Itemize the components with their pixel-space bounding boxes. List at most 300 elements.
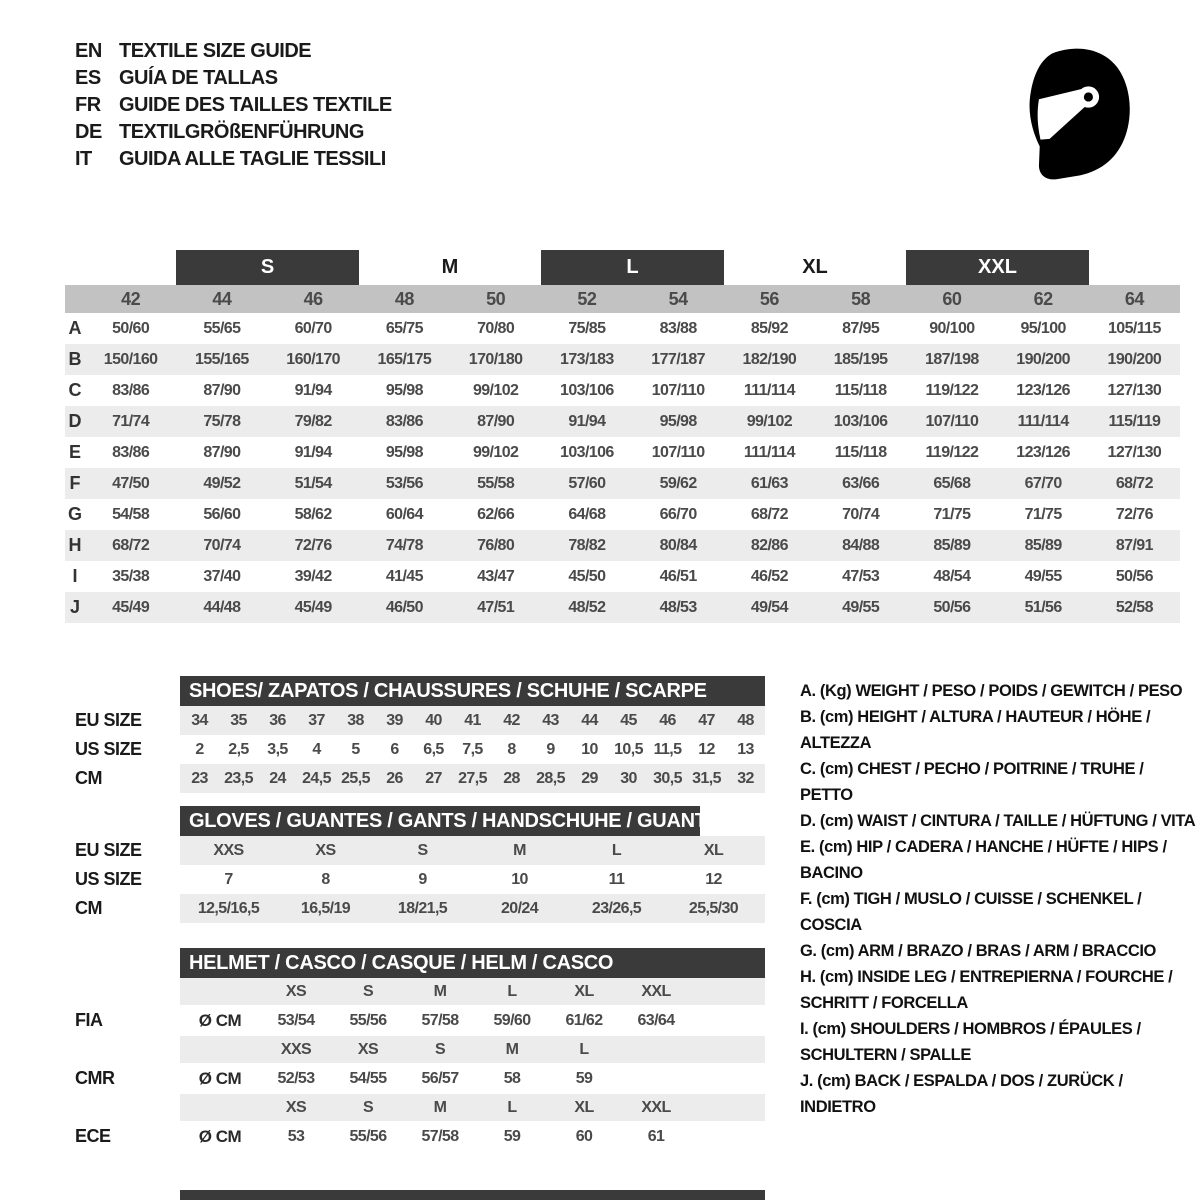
size-group-header: [176, 250, 359, 285]
measurement-cell: 54/58: [112, 505, 150, 523]
legend-item: C. (cm) CHEST / PECHO / POITRINE / TRUHE / PETTO: [800, 760, 1144, 804]
measurement-cell: 58/62: [294, 505, 332, 523]
table-row: [65, 530, 1180, 561]
measurement-cell: 46/51: [659, 567, 697, 585]
numeric-size-header: 50: [486, 288, 506, 309]
size-cell: 55/56: [349, 1011, 387, 1029]
measurement-cell: 50/60: [112, 319, 150, 337]
size-header-cell: M: [433, 982, 447, 1000]
measurement-cell: 115/118: [834, 381, 887, 399]
size-cell: 57/58: [421, 1127, 459, 1145]
measurement-cell: 75/78: [203, 412, 241, 430]
measurement-cell: 62/66: [477, 505, 515, 523]
measurement-cell: 103/106: [560, 381, 614, 399]
size-cell: 30,5: [653, 769, 682, 787]
table-row: [65, 406, 1180, 437]
size-cell: 6,5: [423, 740, 444, 758]
measurement-cell: 95/100: [1020, 319, 1066, 337]
size-cell: 9: [418, 870, 427, 888]
table-row: [65, 592, 1180, 623]
size-cell: 12: [698, 740, 715, 758]
numeric-size-header: 42: [121, 288, 141, 309]
size-cell: 13: [737, 740, 754, 758]
language-title: GUÍA DE TALLAS: [119, 67, 278, 89]
measurement-cell: 82/86: [750, 536, 788, 554]
measurement-cell: 49/55: [842, 598, 880, 616]
language-row: [75, 92, 392, 119]
size-cell: 24: [269, 769, 286, 787]
diameter-unit-label: Ø CM: [198, 1010, 242, 1030]
measurement-cell: 61/63: [750, 474, 788, 492]
row-label: D: [68, 411, 82, 431]
size-cell: 12: [705, 870, 722, 888]
measurement-cell: 103/106: [560, 443, 614, 461]
size-cell: 53: [287, 1127, 305, 1145]
numeric-size-header: 54: [668, 288, 688, 309]
measurement-cell: 79/82: [294, 412, 332, 430]
size-cell: 4: [312, 740, 321, 758]
measurement-cell: 48/52: [568, 598, 606, 616]
legend-item: F. (cm) TIGH / MUSLO / CUISSE / SCHENKEL / COSCIA: [800, 890, 1142, 934]
size-cell: 55/56: [349, 1127, 387, 1145]
row-label: E: [68, 442, 81, 462]
size-cell: 28: [503, 769, 520, 787]
size-cell: 54/55: [349, 1069, 387, 1087]
measurement-cell: 41/45: [385, 567, 423, 585]
table-row: [65, 375, 1180, 406]
measurement-cell: 47/51: [477, 598, 515, 616]
size-cell: XXS: [213, 841, 244, 859]
measurement-cell: 50/56: [933, 598, 971, 616]
measurement-cell: 71/74: [112, 412, 150, 430]
measurement-cell: 55/65: [203, 319, 241, 337]
size-cell: 18/21,5: [397, 899, 448, 917]
measurement-cell: 47/53: [842, 567, 880, 585]
measurement-cell: 70/74: [842, 505, 880, 523]
measurement-cell: 70/80: [477, 319, 515, 337]
standard-label: ECE: [75, 1126, 111, 1146]
measurement-cell: 55/58: [477, 474, 515, 492]
size-cell: 45: [620, 711, 637, 729]
diameter-unit-label: Ø CM: [198, 1126, 242, 1146]
measurement-cell: 78/82: [568, 536, 606, 554]
size-header-cell: L: [579, 1040, 589, 1058]
size-cell: 59: [575, 1069, 593, 1087]
measurement-cell: 91/94: [294, 443, 332, 461]
measurement-cell: 95/98: [385, 443, 423, 461]
measurement-cell: 111/114: [743, 381, 795, 399]
measurement-cell: 127/130: [1107, 443, 1162, 461]
numeric-size-header: 44: [212, 288, 232, 309]
numeric-size-header: 52: [577, 288, 597, 309]
size-cell: XS: [315, 841, 336, 859]
measurement-cell: 111/114: [1017, 412, 1069, 430]
measurement-cell: 115/119: [1108, 412, 1161, 430]
measurement-cell: 51/56: [1024, 598, 1062, 616]
measurement-cell: 60/70: [294, 319, 332, 337]
measurement-cell: 190/200: [1107, 350, 1162, 368]
size-cell: 36: [269, 711, 286, 729]
measurement-cell: 46/52: [750, 567, 788, 585]
measurement-cell: 45/49: [112, 598, 150, 616]
size-group-label: S: [260, 256, 275, 278]
size-group-header: [359, 250, 542, 285]
numeric-size-header: 60: [942, 288, 962, 309]
size-cell: 44: [581, 711, 598, 729]
size-header-cell: XXL: [641, 982, 671, 1000]
measurement-cell: 83/88: [659, 319, 697, 337]
diameter-unit-label: Ø CM: [198, 1068, 242, 1088]
gloves-section-header: GLOVES / GUANTES / GANTS / HANDSCHUHE / GUANTI: [180, 806, 700, 836]
measurement-cell: 76/80: [477, 536, 515, 554]
size-header-cell: XS: [285, 982, 307, 1000]
size-header-cell: M: [505, 1040, 519, 1058]
language-title: GUIDA ALLE TAGLIE TESSILI: [119, 148, 386, 170]
size-cell: 37: [308, 711, 325, 729]
measurement-cell: 190/200: [1016, 350, 1070, 368]
size-cell: 3,5: [267, 740, 288, 758]
measurement-cell: 123/126: [1016, 443, 1070, 461]
size-cell: 7: [224, 870, 233, 888]
size-header-cell: L: [507, 1098, 517, 1116]
measurement-cell: 85/89: [933, 536, 971, 554]
measurement-cell: 115/118: [834, 443, 887, 461]
size-cell: 38: [347, 711, 364, 729]
size-header-cell: XS: [357, 1040, 379, 1058]
language-title-list: [75, 38, 392, 173]
measurement-legend: [800, 678, 1198, 1120]
size-cell: 5: [351, 740, 360, 758]
measurement-cell: 66/70: [659, 505, 697, 523]
size-cell: 23: [191, 769, 208, 787]
measurement-cell: 64/68: [568, 505, 606, 523]
measurement-cell: 99/102: [472, 443, 519, 461]
size-cell: 58: [503, 1069, 521, 1087]
measurement-cell: 84/88: [842, 536, 880, 554]
numeric-size-header: 48: [394, 288, 414, 309]
numeric-size-header-row: [65, 285, 1180, 313]
size-header-cell: L: [507, 982, 517, 1000]
size-cell: 10: [581, 740, 598, 758]
measurement-cell: 47/50: [112, 474, 150, 492]
measurement-cell: 119/122: [925, 443, 979, 461]
language-title: TEXTILE SIZE GUIDE: [119, 40, 312, 62]
measurement-cell: 71/75: [1024, 505, 1062, 523]
size-group-label: L: [626, 256, 639, 278]
size-cell: 46: [659, 711, 676, 729]
measurement-cell: 127/130: [1107, 381, 1162, 399]
measurement-cell: 99/102: [746, 412, 793, 430]
measurement-cell: 53/56: [385, 474, 423, 492]
legend-item: H. (cm) INSIDE LEG / ENTREPIERNA / FOURCHE / SCHRITT / FORCELLA: [800, 968, 1173, 1012]
language-row: [75, 119, 392, 146]
measurement-cell: 68/72: [112, 536, 150, 554]
size-group-header-row: [65, 250, 1180, 285]
measurement-cell: 74/78: [385, 536, 423, 554]
size-cell: 9: [546, 740, 555, 758]
measurement-cell: 75/85: [568, 319, 606, 337]
racing-helmet-icon: [972, 26, 1147, 206]
legend-item: E. (cm) HIP / CADERA / HANCHE / HÜFTE / HIPS / BACINO: [800, 838, 1167, 882]
measurement-cell: 87/90: [203, 381, 241, 399]
numeric-size-header: 62: [1033, 288, 1053, 309]
measurement-cell: 43/47: [477, 567, 515, 585]
language-code: FR: [75, 94, 101, 116]
size-cell: 12,5/16,5: [197, 899, 260, 917]
measurement-cell: 155/165: [195, 350, 249, 368]
measurement-cell: 107/110: [651, 443, 705, 461]
legend-item: G. (cm) ARM / BRAZO / BRAS / ARM / BRACCIO: [800, 942, 1156, 960]
measurement-cell: 95/98: [659, 412, 697, 430]
size-header-cell: S: [362, 1098, 374, 1116]
measurement-cell: 87/91: [1115, 536, 1153, 554]
measurement-cell: 91/94: [294, 381, 332, 399]
legend-item: D. (cm) WAIST / CINTURA / TAILLE / HÜFTUNG / VITA: [800, 812, 1196, 830]
measurement-cell: 160/170: [286, 350, 340, 368]
size-cell: 25,5/30: [688, 899, 739, 917]
size-header-cell: XS: [285, 1098, 307, 1116]
row-label: G: [67, 504, 82, 524]
textile-size-table: [65, 250, 1180, 623]
legend-item: I. (cm) SHOULDERS / HOMBROS / ÉPAULES / SCHULTERN / SPALLE: [800, 1020, 1141, 1064]
size-cell: 6: [390, 740, 399, 758]
legend-item: B. (cm) HEIGHT / ALTURA / HAUTEUR / HÖHE / ALTEZZA: [800, 708, 1151, 752]
measurement-cell: 119/122: [925, 381, 979, 399]
size-cell: 16,5/19: [300, 899, 351, 917]
row-label: US SIZE: [75, 869, 142, 889]
language-code: DE: [75, 121, 102, 143]
size-cell: 57/58: [421, 1011, 459, 1029]
measurement-cell: 107/110: [651, 381, 705, 399]
language-code: IT: [75, 148, 92, 170]
size-cell: 26: [386, 769, 403, 787]
size-cell: 10,5: [614, 740, 643, 758]
measurement-cell: 57/60: [568, 474, 606, 492]
size-header-cell: XL: [574, 982, 594, 1000]
row-label: J: [69, 597, 80, 617]
size-cell: XL: [703, 841, 724, 859]
measurement-cell: 67/70: [1024, 474, 1062, 492]
measurement-cell: 59/62: [659, 474, 697, 492]
row-label: US SIZE: [75, 739, 142, 759]
size-cell: 23/26,5: [591, 899, 642, 917]
measurement-cell: 185/195: [833, 350, 888, 368]
size-cell: 32: [737, 769, 754, 787]
size-cell: 53/54: [277, 1011, 315, 1029]
language-row: [75, 65, 392, 92]
row-label: B: [68, 349, 82, 369]
standard-label: CMR: [75, 1068, 115, 1088]
measurement-cell: 103/106: [833, 412, 888, 430]
table-row: [65, 468, 1180, 499]
size-group-header: [906, 250, 1089, 285]
size-group-label: M: [441, 256, 459, 278]
size-header-cell: M: [433, 1098, 447, 1116]
size-cell: 40: [425, 711, 442, 729]
size-cell: L: [611, 841, 622, 859]
helmet-section-header: HELMET / CASCO / CASQUE / HELM / CASCO: [180, 948, 765, 978]
measurement-cell: 39/42: [294, 567, 332, 585]
measurement-cell: 71/75: [933, 505, 971, 523]
standard-label: FIA: [75, 1010, 103, 1030]
size-cell: 42: [503, 711, 520, 729]
measurement-cell: 87/90: [203, 443, 241, 461]
measurement-cell: 45/50: [568, 567, 606, 585]
measurement-cell: 83/86: [112, 443, 150, 461]
language-title: GUIDE DES TAILLES TEXTILE: [119, 94, 392, 116]
shoes-section-header: SHOES/ ZAPATOS / CHAUSSURES / SCHUHE / SCARPE: [180, 676, 765, 706]
size-cell: 59: [503, 1127, 521, 1145]
size-header-cell: XXS: [280, 1040, 312, 1058]
measurement-cell: 44/48: [203, 598, 241, 616]
row-label: CM: [75, 898, 102, 918]
size-cell: 48: [737, 711, 754, 729]
size-cell: 20/24: [500, 899, 539, 917]
table-row: [65, 344, 1180, 375]
measurement-cell: 63/66: [842, 474, 880, 492]
measurement-cell: 60/64: [385, 505, 423, 523]
size-cell: 7,5: [462, 740, 483, 758]
row-label: A: [68, 318, 82, 338]
size-cell: 29: [581, 769, 598, 787]
size-cell: 11: [608, 870, 625, 888]
measurement-cell: 48/53: [659, 598, 697, 616]
numeric-size-header: 64: [1124, 288, 1144, 309]
measurement-cell: 107/110: [925, 412, 979, 430]
measurement-cell: 91/94: [568, 412, 606, 430]
size-group-header: [541, 250, 724, 285]
measurement-cell: 105/115: [1107, 319, 1161, 337]
row-label: H: [68, 535, 82, 555]
measurement-cell: 85/92: [750, 319, 788, 337]
size-header-cell: S: [434, 1040, 446, 1058]
measurement-cell: 90/100: [929, 319, 975, 337]
table-row: [65, 561, 1180, 592]
size-group-header: [724, 250, 907, 285]
measurement-cell: 52/58: [1115, 598, 1153, 616]
row-label: C: [68, 380, 82, 400]
size-group-label: XL: [802, 256, 828, 278]
size-cell: 43: [542, 711, 559, 729]
size-cell: 10: [511, 870, 528, 888]
measurement-cell: 35/38: [112, 567, 150, 585]
measurement-cell: 70/74: [203, 536, 241, 554]
row-label: F: [69, 473, 81, 493]
size-cell: 59/60: [493, 1011, 531, 1029]
numeric-size-header: 58: [851, 288, 871, 309]
measurement-cell: 83/86: [385, 412, 423, 430]
size-cell: 8: [321, 870, 330, 888]
measurement-cell: 72/76: [1115, 505, 1153, 523]
size-cell: 56/57: [421, 1069, 459, 1087]
table-row: [65, 313, 1180, 344]
size-cell: M: [513, 841, 526, 859]
size-cell: 35: [230, 711, 247, 729]
size-cell: 31,5: [692, 769, 721, 787]
measurement-cell: 65/75: [385, 319, 423, 337]
measurement-cell: 85/89: [1024, 536, 1062, 554]
measurement-cell: 51/54: [294, 474, 332, 492]
size-cell: 24,5: [302, 769, 331, 787]
size-header-cell: S: [362, 982, 374, 1000]
measurement-cell: 49/55: [1024, 567, 1062, 585]
language-row: [75, 146, 392, 173]
language-title: TEXTILGRÖßENFÜHRUNG: [119, 121, 364, 143]
size-cell: 28,5: [536, 769, 565, 787]
size-cell: 60: [575, 1127, 593, 1145]
measurement-cell: 111/114: [743, 443, 795, 461]
numeric-size-header: 46: [303, 288, 323, 309]
measurement-cell: 45/49: [294, 598, 332, 616]
measurement-cell: 80/84: [659, 536, 697, 554]
size-cell: 2,5: [228, 740, 249, 758]
measurement-cell: 46/50: [385, 598, 423, 616]
size-group-label: XXL: [978, 256, 1017, 278]
row-label: I: [72, 566, 78, 586]
row-label: EU SIZE: [75, 710, 142, 730]
size-cell: 52/53: [277, 1069, 315, 1087]
measurement-cell: 37/40: [203, 567, 241, 585]
measurement-cell: 173/183: [560, 350, 614, 368]
language-code: ES: [75, 67, 101, 89]
measurement-cell: 187/198: [925, 350, 979, 368]
size-cell: 34: [191, 711, 208, 729]
cutoff-section-bar: [180, 1190, 765, 1200]
legend-item: A. (Kg) WEIGHT / PESO / POIDS / GEWITCH / PESO: [800, 682, 1183, 700]
measurement-cell: 87/90: [477, 412, 515, 430]
size-header-cell: XXL: [641, 1098, 671, 1116]
size-cell: 39: [386, 711, 403, 729]
measurement-cell: 182/190: [742, 350, 797, 368]
size-cell: 23,5: [224, 769, 253, 787]
size-cell: 11,5: [653, 740, 682, 758]
measurement-cell: 123/126: [1016, 381, 1070, 399]
size-cell: 63/64: [637, 1011, 675, 1029]
size-cell: S: [417, 841, 428, 859]
size-cell: 61: [647, 1127, 665, 1145]
measurement-cell: 65/68: [933, 474, 971, 492]
measurement-cell: 95/98: [385, 381, 423, 399]
table-row: [65, 499, 1180, 530]
size-cell: 61/62: [565, 1011, 603, 1029]
measurement-cell: 87/95: [842, 319, 880, 337]
measurement-cell: 68/72: [750, 505, 788, 523]
measurement-rows: [65, 313, 1180, 623]
legend-item: J. (cm) BACK / ESPALDA / DOS / ZURÜCK / INDIETRO: [800, 1072, 1123, 1116]
language-code: EN: [75, 40, 102, 62]
helmet-value-row: [65, 1121, 1180, 1152]
measurement-cell: 165/175: [377, 350, 432, 368]
row-label: CM: [75, 768, 102, 788]
measurement-cell: 99/102: [472, 381, 519, 399]
size-cell: 27: [425, 769, 442, 787]
measurement-cell: 177/187: [651, 350, 705, 368]
size-cell: 27,5: [458, 769, 487, 787]
size-cell: 41: [464, 711, 481, 729]
row-label: EU SIZE: [75, 840, 142, 860]
table-row: [65, 437, 1180, 468]
size-cell: 8: [507, 740, 516, 758]
measurement-cell: 72/76: [294, 536, 332, 554]
size-cell: 2: [195, 740, 204, 758]
measurement-cell: 68/72: [1115, 474, 1153, 492]
measurement-cell: 50/56: [1115, 567, 1153, 585]
size-cell: 30: [620, 769, 637, 787]
measurement-cell: 150/160: [103, 350, 158, 368]
measurement-cell: 48/54: [933, 567, 971, 585]
numeric-size-header: 56: [759, 288, 779, 309]
measurement-cell: 83/86: [112, 381, 150, 399]
